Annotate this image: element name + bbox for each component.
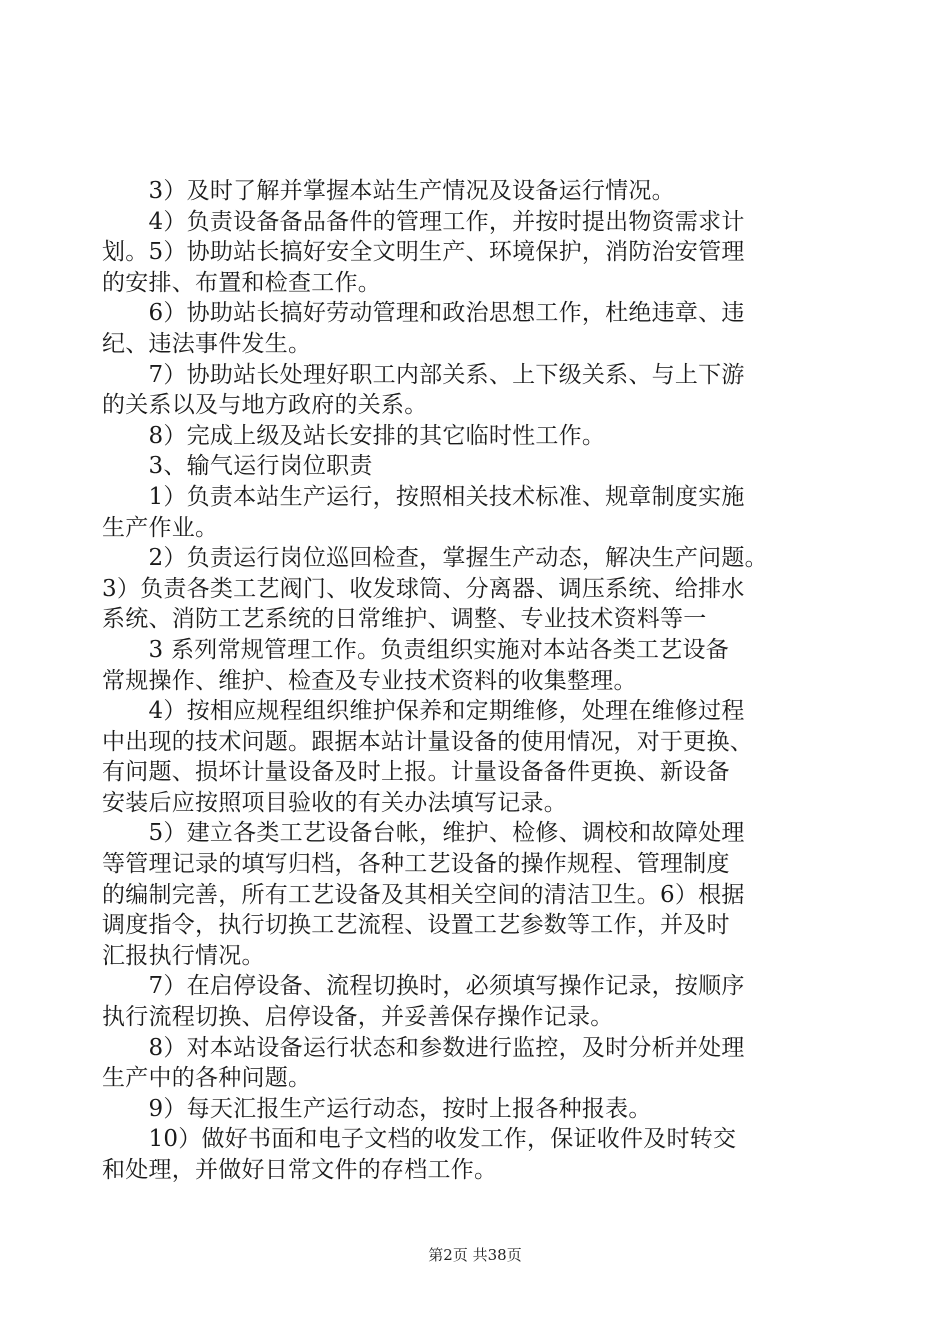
- text-line: 生产中的各种问题。: [102, 1065, 312, 1092]
- text-line: 汇报执行情况。: [102, 942, 265, 969]
- text-line: 执行流程切换、启停设备，并妥善保存操作记录。: [102, 1004, 614, 1031]
- text-line: 7）协助站长处理好职工内部关系、上下级关系、与上下游: [102, 361, 745, 388]
- text-line: 的关系以及与地方政府的关系。: [102, 392, 428, 419]
- text-line: 的编制完善，所有工艺设备及其相关空间的清洁卫生。6）根据: [102, 881, 745, 908]
- text-line: 5）建立各类工艺设备台帐，维护、检修、调校和故障处理: [102, 820, 745, 847]
- text-line: 的安排、布置和检查工作。: [102, 269, 381, 296]
- text-line: 8）完成上级及站长安排的其它临时性工作。: [102, 422, 606, 449]
- text-line: 和处理，并做好日常文件的存档工作。: [102, 1157, 498, 1183]
- text-line: 等管理记录的填写归档，各种工艺设备的操作规程、管理制度: [102, 851, 730, 878]
- text-line: 9）每天汇报生产运行动态，按时上报各种报表。: [102, 1095, 652, 1122]
- text-line: 7）在启停设备、流程切换时，必须填写操作记录，按顺序: [102, 973, 745, 1000]
- text-line: 常规操作、维护、检查及专业技术资料的收集整理。: [102, 667, 637, 694]
- text-line: 3）及时了解并掌握本站生产情况及设备运行情况。: [102, 178, 675, 204]
- text-line: 8）对本站设备运行状态和参数进行监控，及时分析并处理: [102, 1034, 745, 1061]
- text-line: 有问题、损坏计量设备及时上报。计量设备备件更换、新设备: [102, 759, 730, 786]
- text-line: 3）负责各类工艺阀门、收发球筒、分离器、调压系统、给排水: [102, 575, 745, 602]
- text-line: 中出现的技术问题。跟据本站计量设备的使用情况，对于更换、: [102, 728, 753, 755]
- body-text: [102, 176, 832, 1186]
- page-footer: 第2页 共38页: [428, 1246, 522, 1264]
- text-line: 1）负责本站生产运行，按照相关技术标准、规章制度实施: [102, 483, 745, 510]
- text-line: 3 系列常规管理工作。负责组织实施对本站各类工艺设备: [102, 636, 729, 663]
- text-line: 安装后应按照项目验收的有关办法填写记录。: [102, 789, 567, 816]
- text-line: 10）做好书面和电子文档的收发工作，保证收件及时转交: [102, 1126, 737, 1153]
- text-line: 划。5）协助站长搞好安全文明生产、环境保护，消防治安管理: [102, 239, 745, 266]
- text-line: 6）协助站长搞好劳动管理和政治思想工作，杜绝违章、违: [102, 300, 745, 327]
- text-line: 生产作业。: [102, 514, 219, 541]
- text-line: 系统、消防工艺系统的日常维护、调整、专业技术资料等一: [102, 606, 707, 633]
- text-line: 2）负责运行岗位巡回检查，掌握生产动态，解决生产问题。: [102, 545, 768, 572]
- text-line: 4）按相应规程组织维护保养和定期维修，处理在维修过程: [102, 698, 745, 725]
- text-line: 纪、违法事件发生。: [102, 330, 312, 357]
- text-line: 调度指令，执行切换工艺流程、设置工艺参数等工作，并及时: [102, 912, 730, 939]
- text-line: 3、输气运行岗位职责: [102, 453, 373, 480]
- text-line: 4）负责设备备品备件的管理工作，并按时提出物资需求计: [102, 208, 745, 235]
